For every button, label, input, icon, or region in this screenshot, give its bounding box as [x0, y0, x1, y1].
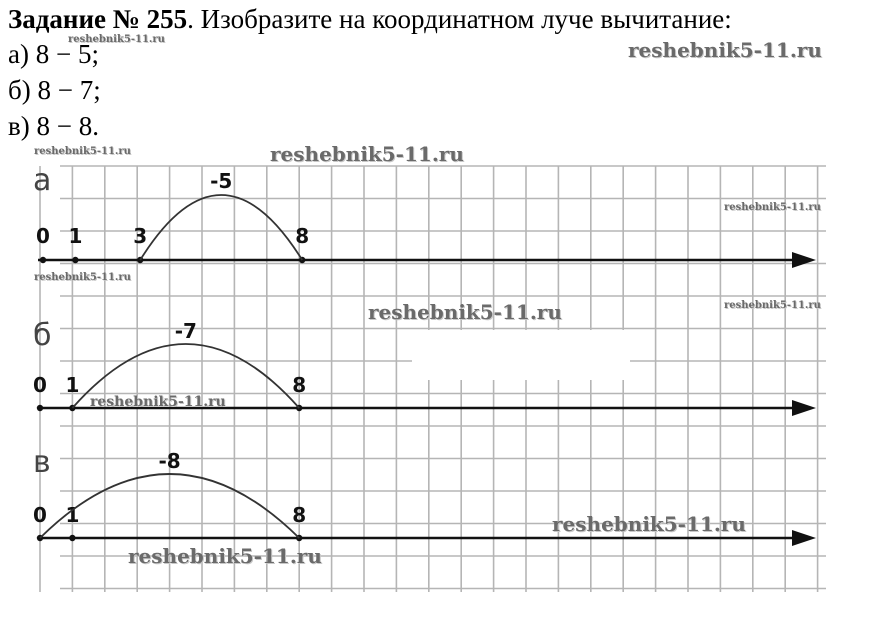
- task-text: . Изобразите на координатном луче вычитание:: [187, 4, 732, 34]
- panel-letter: а: [33, 163, 52, 198]
- watermark: reshebnik5-11.ru: [368, 300, 562, 324]
- tick-label: 8: [295, 224, 310, 248]
- number-line-panel: [33, 163, 816, 268]
- tick-label: 3: [133, 224, 148, 248]
- axis-point: [69, 535, 75, 541]
- subtask-a: а) 8 − 5;: [8, 39, 99, 69]
- tick-label: 0: [33, 503, 47, 527]
- axis-point: [37, 405, 43, 411]
- subtask-b: б) 8 − 7;: [8, 75, 101, 105]
- watermark: reshebnik5-11.ru: [724, 300, 821, 311]
- tick-label: 0: [33, 373, 47, 397]
- panel-letter: в: [33, 445, 51, 480]
- arc-label: -7: [174, 319, 197, 343]
- watermark: reshebnik5-11.ru: [68, 34, 165, 45]
- watermark: reshebnik5-11.ru: [128, 544, 322, 568]
- arc-label: -5: [210, 169, 233, 193]
- tick-label: 1: [65, 373, 80, 397]
- subtask-c: в) 8 − 8.: [8, 111, 99, 141]
- watermark: reshebnik5-11.ru: [34, 272, 131, 283]
- axis-arrowhead: [792, 400, 816, 416]
- watermark: reshebnik5-11.ru: [552, 512, 746, 536]
- arc-label: -8: [158, 449, 181, 473]
- tick-label: 8: [292, 503, 307, 527]
- watermark: reshebnik5-11.ru: [90, 394, 226, 410]
- subtraction-arc: [140, 195, 302, 260]
- watermark: reshebnik5-11.ru: [628, 38, 822, 62]
- axis-arrowhead: [792, 252, 816, 268]
- watermark: reshebnik5-11.ru: [34, 146, 131, 157]
- axis-arrowhead: [792, 530, 816, 546]
- panel-letter: б: [33, 318, 52, 353]
- blank-patch: [412, 330, 630, 380]
- watermark: reshebnik5-11.ru: [270, 142, 464, 166]
- tick-label: 1: [68, 224, 83, 248]
- tick-label: 8: [292, 373, 307, 397]
- axis-point: [72, 257, 78, 263]
- tick-label: 1: [65, 503, 80, 527]
- watermark: reshebnik5-11.ru: [724, 202, 821, 213]
- axis-point: [40, 257, 46, 263]
- task-number: Задание № 255: [8, 4, 188, 34]
- tick-label: 0: [36, 224, 50, 248]
